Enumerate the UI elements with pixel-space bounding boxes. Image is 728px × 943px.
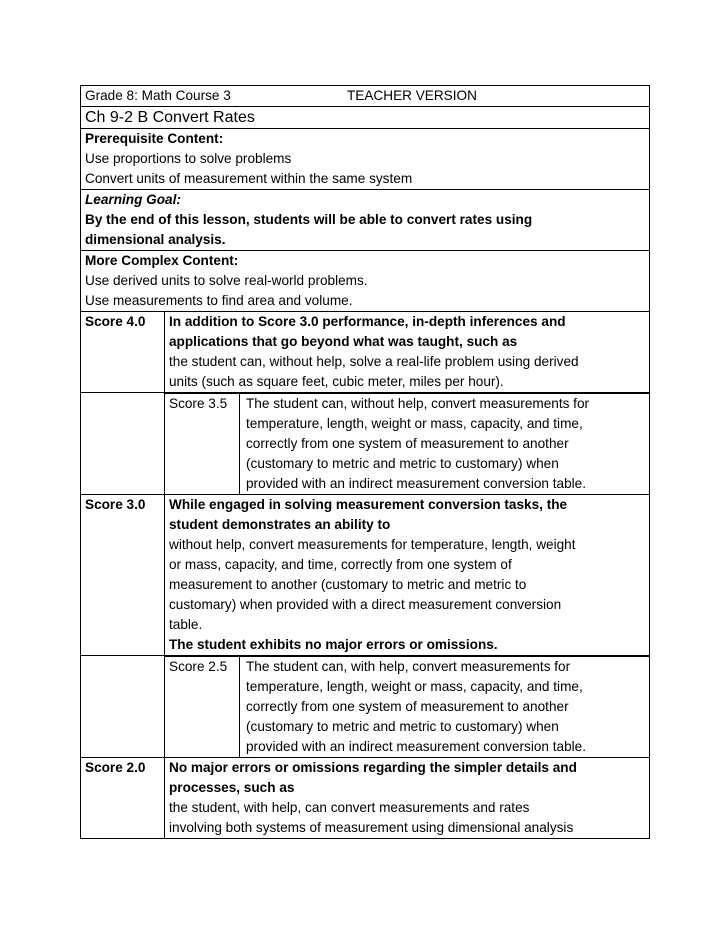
score-3-bold-line: student demonstrates an ability to bbox=[169, 517, 391, 532]
score-3-closing: The student exhibits no major errors or omissions. bbox=[169, 637, 498, 652]
score-25-line: The student can, with help, convert measurements for bbox=[246, 659, 571, 674]
score-35-line: provided with an indirect measurement conversion table. bbox=[246, 476, 587, 491]
score-25-line: provided with an indirect measurement conversion table. bbox=[246, 739, 587, 754]
score-35-line: The student can, without help, convert measurements for bbox=[246, 396, 590, 411]
complex-line: Use derived units to solve real-world problems. bbox=[85, 273, 368, 288]
score-3-line: or mass, capacity, and time, correctly from one system of bbox=[169, 557, 512, 572]
goal-line: dimensional analysis. bbox=[85, 232, 226, 247]
grade-label: Grade 8: Math Course 3 bbox=[85, 88, 231, 103]
score-35-cell bbox=[165, 393, 650, 495]
goal-label: Learning Goal: bbox=[85, 192, 181, 207]
score-4-label: Score 4.0 bbox=[81, 312, 165, 393]
score-35-line: (customary to metric and metric to customary) when bbox=[246, 456, 559, 471]
score-3-line: customary) when provided with a direct measurement conversion bbox=[169, 597, 562, 612]
score-4-row bbox=[81, 312, 650, 393]
goal-cell bbox=[81, 190, 650, 251]
complex-line: Use measurements to find area and volume. bbox=[85, 293, 353, 308]
score-25-desc bbox=[240, 657, 650, 757]
score-25-cell bbox=[165, 656, 650, 758]
score-35-line: temperature, length, weight or mass, capacity, and time, bbox=[246, 416, 583, 431]
prerequisite-line: Use proportions to solve problems bbox=[85, 151, 292, 166]
score-2-bold-line: processes, such as bbox=[169, 780, 295, 795]
score-35-inner bbox=[165, 394, 649, 494]
score-35-desc bbox=[240, 394, 650, 494]
prerequisite-line: Convert units of measurement within the same system bbox=[85, 171, 413, 186]
score-2-desc bbox=[165, 758, 650, 839]
score-3-line: table. bbox=[169, 617, 203, 632]
score-4-bold-line: In addition to Score 3.0 performance, in-depth inferences and bbox=[169, 314, 566, 329]
score-25-spacer bbox=[81, 656, 165, 758]
complex-label: More Complex Content: bbox=[85, 253, 239, 268]
title-row bbox=[81, 107, 650, 129]
prerequisite-label: Prerequisite Content: bbox=[85, 131, 224, 146]
complex-cell bbox=[81, 251, 650, 312]
score-2-line: the student, with help, can convert measurements and rates bbox=[169, 800, 530, 815]
header-cell bbox=[81, 86, 650, 107]
score-2-line: involving both systems of measurement using dimensional analysis bbox=[169, 820, 574, 835]
score-2-bold-line: No major errors or omissions regarding the simpler details and bbox=[169, 760, 577, 775]
score-4-desc bbox=[165, 312, 650, 393]
score-3-row bbox=[81, 495, 650, 656]
score-25-inner bbox=[165, 657, 649, 757]
score-4-bold-line: applications that go beyond what was taught, such as bbox=[169, 334, 518, 349]
score-25-label: Score 2.5 bbox=[165, 657, 240, 757]
lesson-title: Ch 9-2 B Convert Rates bbox=[81, 107, 650, 129]
goal-row bbox=[81, 190, 650, 251]
score-35-label: Score 3.5 bbox=[165, 394, 240, 494]
score-3-line: without help, convert measurements for temperature, length, weight bbox=[169, 537, 576, 552]
header-row bbox=[81, 86, 650, 107]
score-2-label: Score 2.0 bbox=[81, 758, 165, 839]
version-label: TEACHER VERSION bbox=[347, 88, 477, 103]
prerequisite-row bbox=[81, 129, 650, 190]
score-3-bold-line: While engaged in solving measurement conversion tasks, the bbox=[169, 497, 568, 512]
prerequisite-cell bbox=[81, 129, 650, 190]
score-25-line: correctly from one system of measurement to another bbox=[246, 699, 569, 714]
score-3-line: measurement to another (customary to metric and metric to bbox=[169, 577, 527, 592]
score-35-line: correctly from one system of measurement to another bbox=[246, 436, 569, 451]
goal-line: By the end of this lesson, students will be able to convert rates using bbox=[85, 212, 533, 227]
score-3-desc bbox=[165, 495, 650, 656]
score-4-line: the student can, without help, solve a real-life problem using derived bbox=[169, 354, 579, 369]
scale-table bbox=[80, 85, 650, 839]
score-25-row bbox=[81, 656, 650, 758]
score-4-line: units (such as square feet, cubic meter, miles per hour). bbox=[169, 374, 504, 389]
score-3-label: Score 3.0 bbox=[81, 495, 165, 656]
score-35-row bbox=[81, 393, 650, 495]
score-25-line: temperature, length, weight or mass, capacity, and time, bbox=[246, 679, 583, 694]
score-35-spacer bbox=[81, 393, 165, 495]
score-25-line: (customary to metric and metric to customary) when bbox=[246, 719, 559, 734]
complex-row bbox=[81, 251, 650, 312]
score-2-row bbox=[81, 758, 650, 839]
